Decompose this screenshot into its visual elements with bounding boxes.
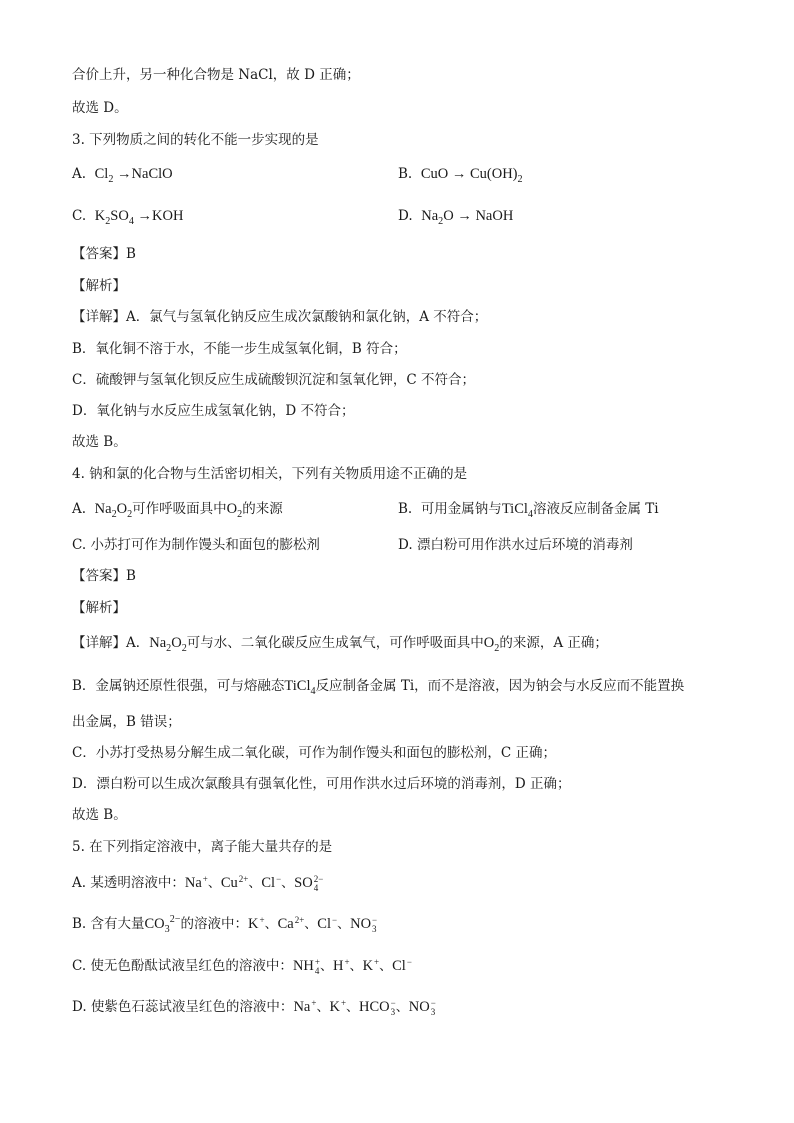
q5-option-c: C. 使无色酚酞试液呈红色的溶液中：NH + 4 、H + 、K + 、Cl − — [72, 956, 412, 976]
q4-option-d: D. 漂白粉可用作洪水过后环境的消毒剂 — [398, 537, 633, 553]
q3-detail-d: D．氧化钠与水反应生成氢氧化钠，D 不符合； — [72, 403, 355, 419]
ion-formula: Cu 2+ — [220, 873, 249, 891]
ion-formula: Cl − — [261, 873, 282, 891]
ion-formula: NO − 3 — [408, 997, 436, 1017]
q3-detail-a: 【详解】A．氯气与氢氧化钠反应生成次氯酸钠和氯化钠，A 不符合； — [72, 309, 488, 325]
separator: 、 — [346, 1000, 360, 1015]
question-4-stem: 4. 钠和氯的化合物与生活密切相关，下列有关物质用途不正确的是 — [72, 466, 468, 482]
q3-option-b: B. CuO → $Cu(OH)_2$ — [398, 166, 523, 185]
q3-detail-c: C．硫酸钾与氢氧化钡反应生成硫酸钡沉淀和氢氧化钾，C 不符合； — [72, 372, 475, 388]
ion-formula: Cl − — [392, 956, 412, 974]
q4-conclusion: 故选 B。 — [72, 807, 127, 823]
q5-option-a: A. 某透明溶液中：Na + 、Cu 2+ 、Cl − 、SO 2− 4 — [72, 873, 324, 893]
ion-formula: H + — [332, 956, 350, 974]
q3-option-c: C. $K_2SO_4 \to KOH$ — [72, 208, 184, 227]
separator: 、 — [264, 917, 278, 932]
q4-analysis-heading: 【解析】 — [72, 600, 126, 616]
ion-formula: K + — [362, 956, 380, 974]
ion-list — [293, 958, 412, 974]
q3-answer: 【答案】B — [72, 246, 136, 262]
ion-formula: K + — [329, 997, 347, 1015]
separator: 、 — [304, 917, 318, 932]
question-5-stem: 5. 在下列指定溶液中，离子能大量共存的是 — [72, 839, 333, 855]
ion-formula: Na + — [293, 997, 317, 1015]
q5-option-d: D. 使紫色石蕊试液呈红色的溶液中：Na + 、K + 、HCO − 3 、NO − 3 — [72, 997, 436, 1017]
separator: 、 — [349, 959, 363, 974]
q4-detail-d: D．漂白粉可以生成次氯酸具有强氧化性，可用作洪水过后环境的消毒剂，D 正确； — [72, 776, 571, 792]
q3-analysis-heading: 【解析】 — [72, 278, 126, 294]
text-line: 合价上升，另一种化合物是 NaCl，故 D 正确； — [72, 67, 360, 83]
q3-conclusion: 故选 B。 — [72, 434, 127, 450]
separator: 、 — [281, 876, 295, 891]
question-3-stem: 3. 下列物质之间的转化不能一步实现的是 — [72, 132, 319, 148]
ion-formula: Na + — [184, 873, 208, 891]
q3-option-a: A. $Cl_2$ →NaClO — [72, 166, 173, 185]
separator: 、 — [337, 917, 351, 932]
ion-formula: K + — [248, 914, 265, 932]
q4-detail-a: 【详解】A．$Na_2O_2$可与水、二氧化碳反应生成氧气，可作呼吸面具中$O_2$的来源，A 正确； — [72, 635, 608, 654]
q3-detail-b: B．氧化铜不溶于水，不能一步生成氢氧化铜，B 符合； — [72, 341, 407, 357]
ion-formula: Ca 2+ — [277, 914, 305, 932]
q3-option-d: D. $Na_2O$ → NaOH — [398, 208, 514, 227]
ion-list — [293, 999, 435, 1015]
q5-option-b: B. 含有大量$CO_3^{2-}$的溶液中：K + 、Ca 2+ 、Cl − 、NO − 3 — [72, 914, 378, 935]
text-line: 故选 D。 — [72, 100, 128, 116]
ion-formula: NH + 4 — [292, 956, 320, 976]
q4-option-c: C. 小苏打可作为制作馒头和面包的膨松剂 — [72, 537, 320, 553]
separator: 、 — [248, 876, 262, 891]
separator: 、 — [207, 876, 221, 891]
ion-list — [248, 916, 377, 932]
ion-formula: Cl − — [317, 914, 338, 932]
q4-option-a: A. $Na_2O_2$可作呼吸面具中$O_2$的来源 — [72, 501, 283, 520]
ion-formula: SO 2− 4 — [294, 873, 324, 893]
separator: 、 — [379, 959, 393, 974]
separator: 、 — [319, 959, 333, 974]
q4-option-b: B. 可用金属钠与TiCl$_4$溶液反应制备金属 Ti — [398, 501, 659, 520]
q4-detail-b: B．金属钠还原性很强，可与熔融态TiCl$_4$反应制备金属 Ti，而不是溶液，因为钠会与水反应而不能置换 — [72, 678, 685, 697]
q4-detail-c: C．小苏打受热易分解生成二氧化碳，可作为制作馒头和面包的膨松剂，C 正确； — [72, 745, 556, 761]
ion-list — [185, 875, 323, 891]
ion-formula: HCO − 3 — [359, 997, 396, 1017]
q4-answer: 【答案】B — [72, 568, 136, 584]
separator: 、 — [316, 1000, 330, 1015]
ion-formula: NO − 3 — [350, 914, 378, 934]
q4-detail-b-cont: 出金属，B 错误； — [72, 714, 181, 730]
separator: 、 — [395, 1000, 409, 1015]
